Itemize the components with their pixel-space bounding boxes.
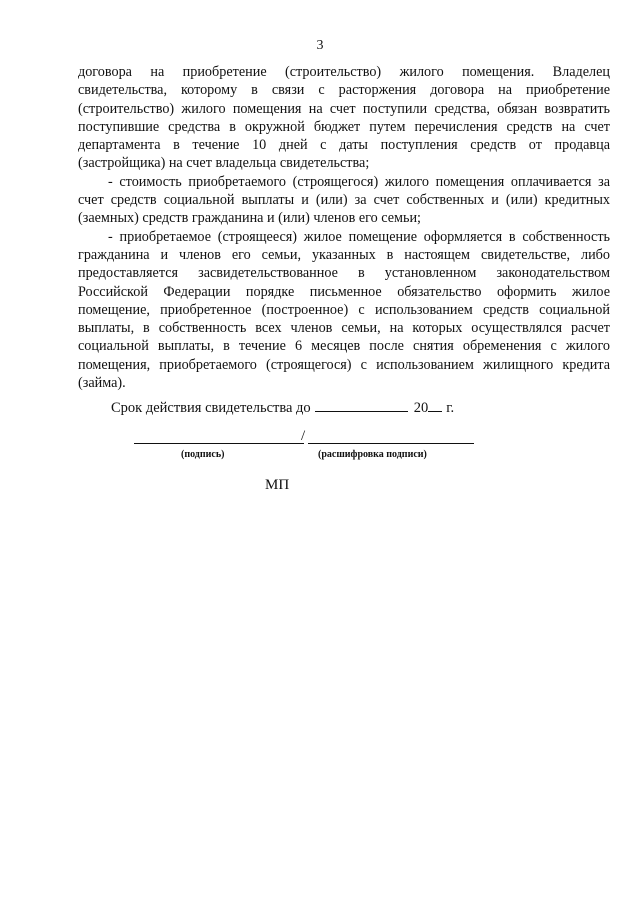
validity-line [111, 397, 454, 417]
signature-decoding-caption: (расшифровка подписи) [318, 449, 427, 460]
validity-year-blank [428, 397, 442, 412]
paragraph-ownership-registration: - приобретаемое (строящееся) жилое помещение оформляется в собственность гражданина и членов его семьи, указанных в настоящем свидетельстве, либо предоставляется засвидетельствованное в установленном законодательством Российской Федерации порядке письменное обязательство оформить жилое помещение, приобретенное (построенное) с использованием средств социальной выплаты, в собственность всех членов семьи, на которых осуществлялся расчет социальной выплаты, в течение 6 месяцев после снятия обременения с жилого помещения, приобретаемого (строящегося) с использованием жилищного кредита (займа). [78, 228, 610, 392]
body-text [78, 63, 610, 392]
validity-label: Срок действия свидетельства до [111, 400, 311, 416]
page-number: 3 [316, 38, 324, 53]
paragraph-cost-payment: - стоимость приобретаемого (строящегося) жилого помещения оплачивается за счет средств социальной выплаты и (или) за счет собственных и (или) кредитных (заемных) средств гражданина и (или) членов его семьи; [78, 173, 610, 227]
signature-separator: / [301, 428, 306, 444]
validity-year-prefix: 20 [413, 400, 429, 416]
signature-line [134, 443, 304, 444]
signature-caption: (подпись) [181, 449, 225, 460]
validity-date-blank [315, 397, 408, 412]
signature-decoding-line [308, 443, 474, 444]
validity-year-suffix: г. [446, 400, 455, 416]
stamp-place-label: МП [265, 477, 290, 493]
paragraph-contract-continuation: договора на приобретение (строительство) жилого помещения. Владелец свидетельства, которому в связи с расторжения договора на приобретение (строительство) жилого помещения на счет поступили средства, обязан возвратить поступившие средства в окружной бюджет путем перечисления средств на счет департамента в течение 10 дней с даты поступления средств от продавца (застройщика) на счет владельца свидетельства; [78, 64, 610, 172]
